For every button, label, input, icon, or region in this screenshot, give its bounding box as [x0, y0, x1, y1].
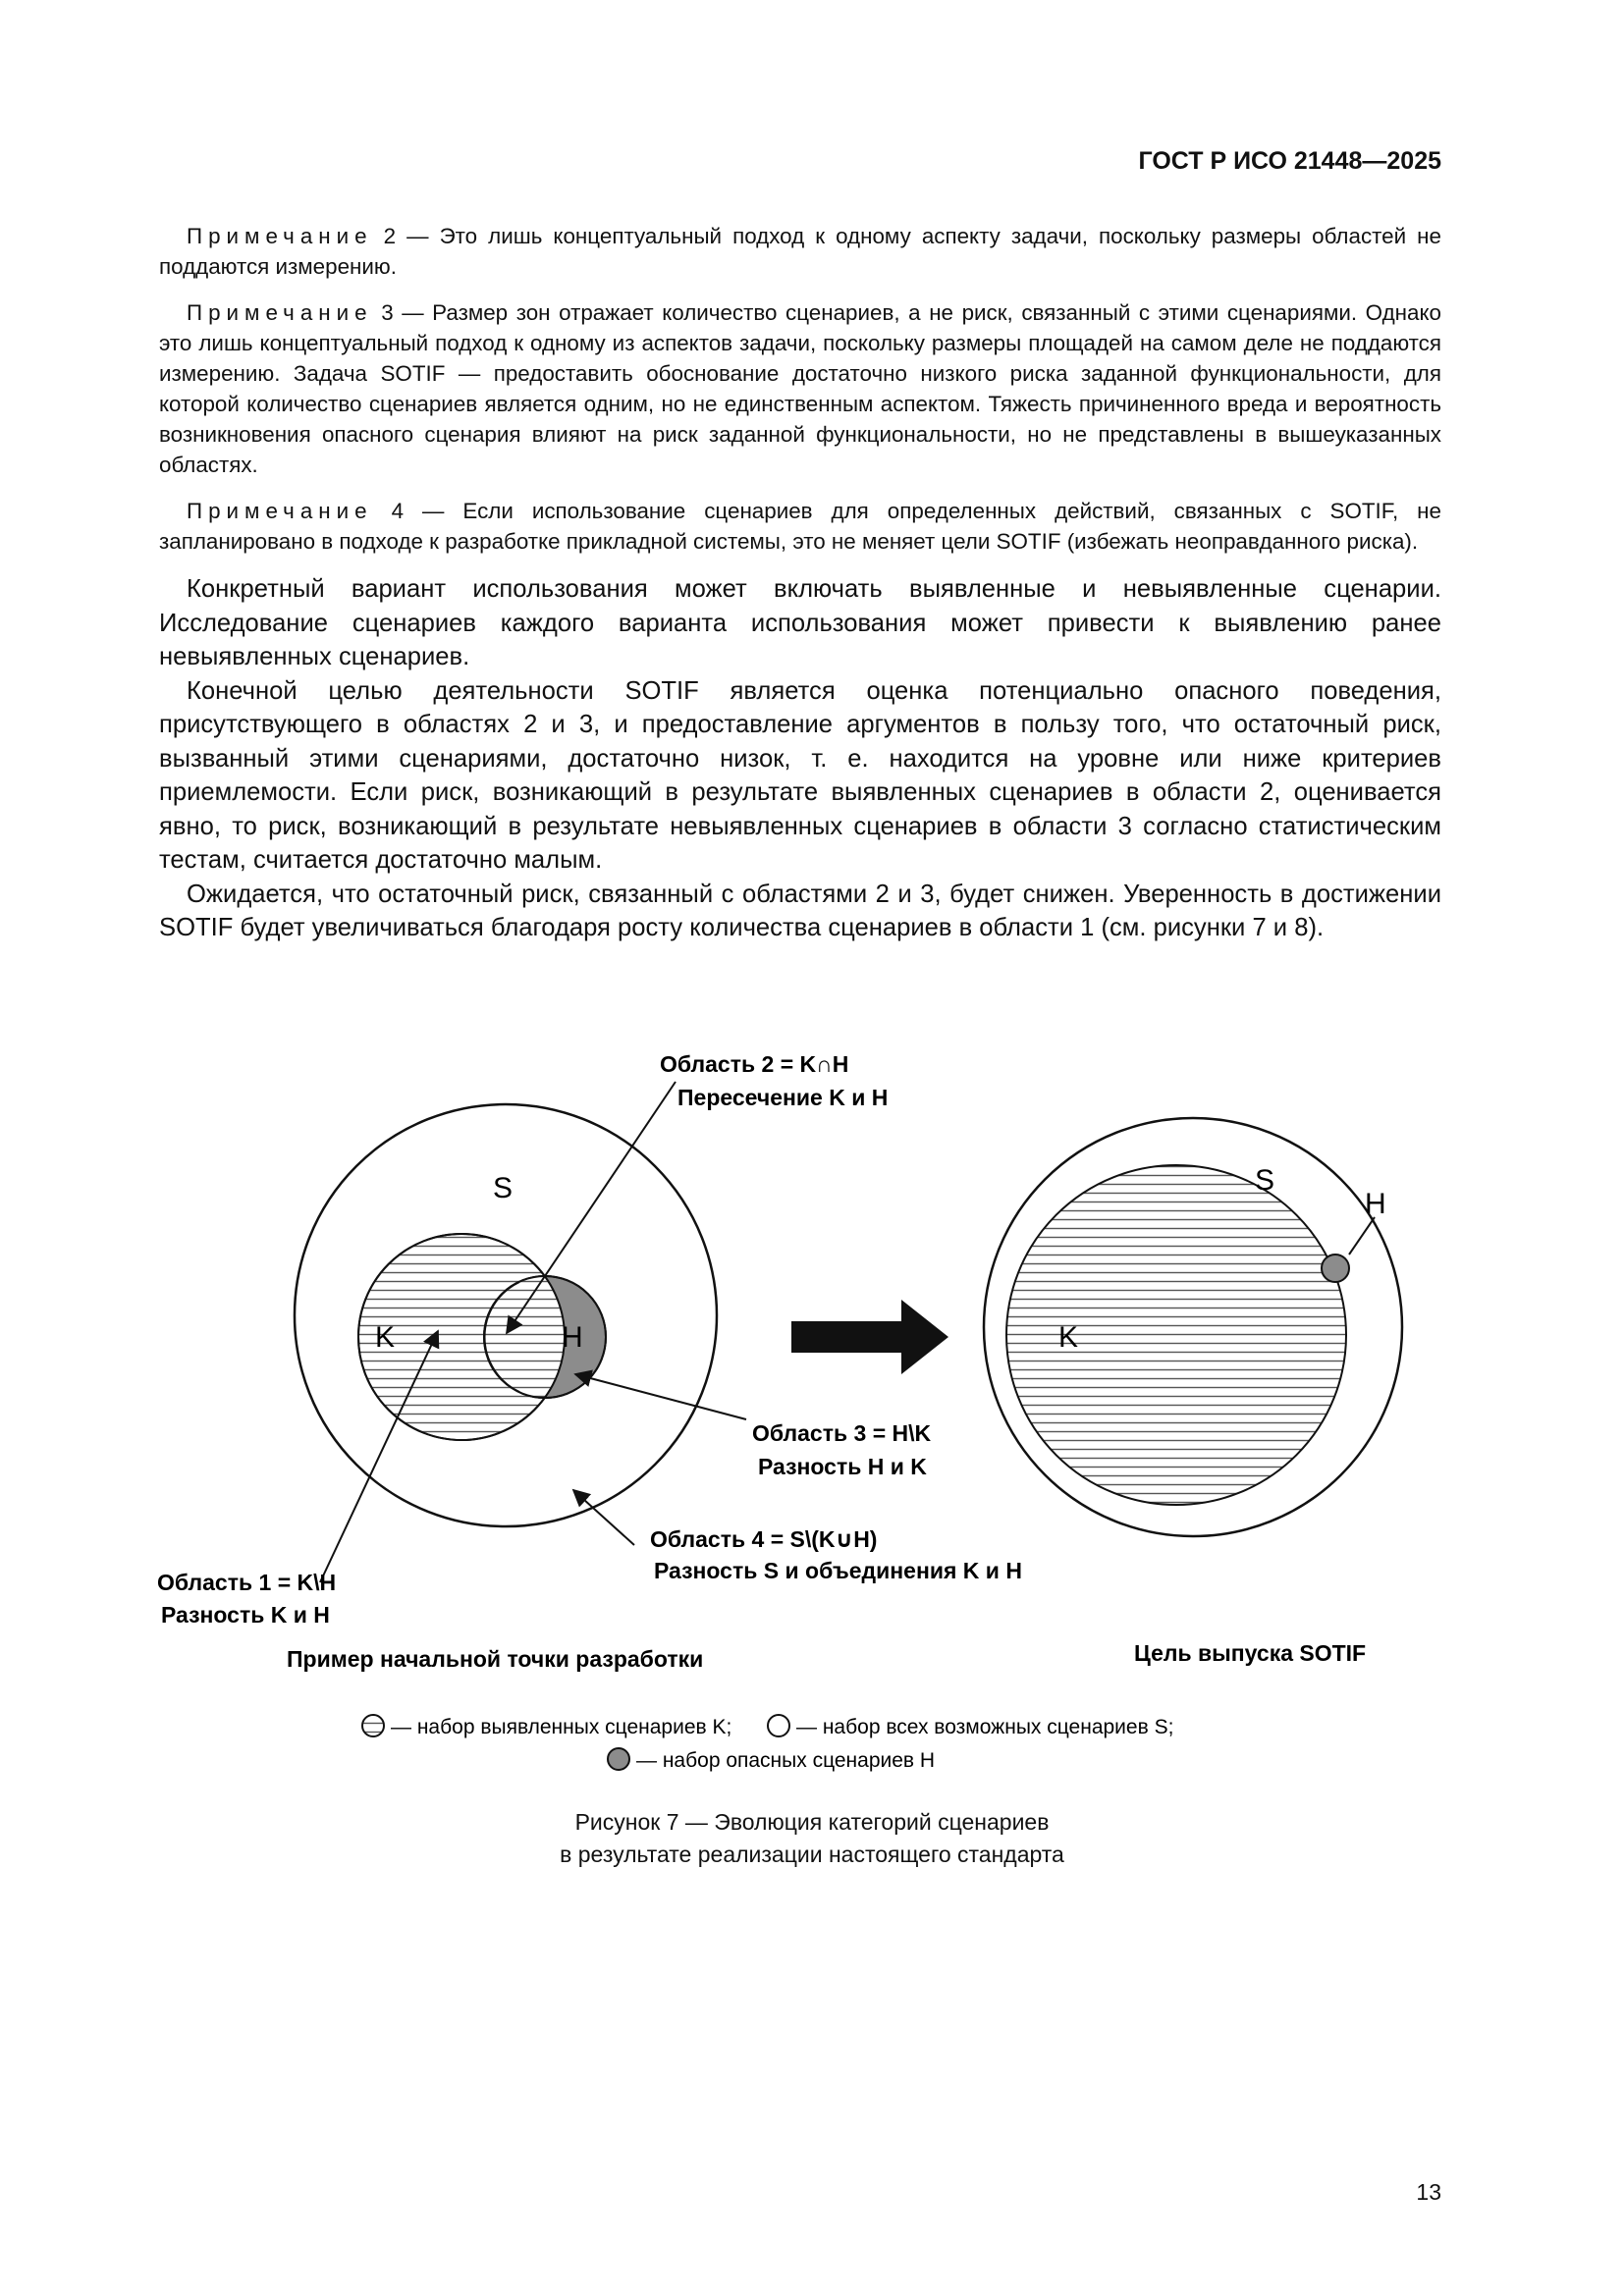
- area2-label: Область 2 = K∩H: [660, 1051, 849, 1077]
- note-number: 2: [383, 224, 397, 248]
- note-label: Примечание: [187, 300, 373, 325]
- legend-k-icon: [362, 1715, 384, 1736]
- legend-h-icon: [608, 1748, 629, 1770]
- set-h-circle-right: [1322, 1255, 1349, 1282]
- note-4: [159, 496, 1441, 557]
- note-number: 3: [381, 300, 394, 325]
- note-text: — Это лишь концептуальный подход к одному аспекту задачи, поскольку размеры областей не поддаются измерению.: [159, 224, 1441, 279]
- note-label: Примечание: [187, 499, 373, 523]
- area2-desc: Пересечение K и H: [677, 1085, 889, 1110]
- label-k-left: K: [375, 1321, 396, 1354]
- note-text: — Размер зон отражает количество сценариев, а не риск, связанный с этими сценариями. Однако это лишь концептуальный подход к одному из аспектов задачи, поскольку размеры площадей на самом деле не поддаются измерению. Задача SOTIF — предоставить обоснование достаточно низкого риска заданной функциональности, для которой количество сценариев является одним, но не единственным аспектом. Тяжесть причиненного вреда и вероятность возникновения опасного сценария влияют на риск заданной функциональности, но не представлены в вышеуказанных областях.: [159, 300, 1441, 477]
- text-body: [159, 221, 1441, 945]
- caption-line-2: в результате реализации настоящего стандарта: [560, 1842, 1064, 1867]
- legend-s-icon: [768, 1715, 789, 1736]
- legend-h-text: — набор опасных сценариев H: [636, 1749, 936, 1772]
- note-label: Примечание: [187, 224, 373, 248]
- page-number: 13: [1416, 2179, 1441, 2205]
- area1-label: Область 1 = K\H: [157, 1570, 337, 1595]
- paragraph-2: Конечной целью деятельности SOTIF является оценка потенциально опасного поведения, присутствующего в областях 2 и 3, и предоставление аргументов в пользу того, что остаточный риск, вызванный этими сценариями, достаточно низок, т. е. находится на уровне или ниже критериев приемлемости. Если риск, возникающий в результате выявленных сценариев в области 2, оценивается явно, то риск, возникающий в результате невыявленных сценариев в области 3 согласно статистическим тестам, считается достаточно малым.: [159, 676, 1441, 874]
- area1-desc: Разность K и H: [161, 1602, 330, 1628]
- paragraph-1: Конкретный вариант использования может включать выявленные и невыявленные сценарии. Исследование сценариев каждого варианта использования может привести к выявлению ранее невыявленных сценариев.: [159, 575, 1441, 670]
- area3-desc: Разность H и K: [758, 1454, 927, 1479]
- label-k-right: K: [1058, 1321, 1079, 1354]
- document-header: ГОСТ Р ИСО 21448—2025: [1138, 147, 1441, 175]
- label-s-left: S: [493, 1172, 514, 1204]
- label-h-right: H: [1365, 1188, 1386, 1220]
- transition-arrow: [791, 1300, 948, 1374]
- caption-line-1: Рисунок 7 — Эволюция категорий сценариев: [574, 1809, 1050, 1835]
- paragraph-3: Ожидается, что остаточный риск, связанный с областями 2 и 3, будет снижен. Уверенность в достижении SOTIF будет увеличиваться благодаря росту количества сценариев в области 1 (см. рисунки 7 и 8).: [159, 880, 1441, 941]
- legend: [362, 1715, 1173, 1772]
- figure-caption: [0, 1806, 1624, 1871]
- note-2: [159, 221, 1441, 282]
- legend-k-text: — набор выявленных сценариев K;: [391, 1716, 732, 1738]
- area4-desc: Разность S и объединения K и H: [654, 1558, 1022, 1583]
- right-diagram-title: Цель выпуска SOTIF: [1134, 1640, 1367, 1666]
- label-s-right: S: [1255, 1164, 1275, 1197]
- left-diagram-title: Пример начальной точки разработки: [287, 1646, 704, 1672]
- legend-s-text: — набор всех возможных сценариев S;: [796, 1716, 1174, 1738]
- area4-label: Область 4 = S\(K∪H): [650, 1526, 878, 1552]
- label-h-left: H: [562, 1321, 583, 1354]
- figure-7: [0, 1021, 1624, 1904]
- note-text: — Если использование сценариев для определенных действий, связанных с SOTIF, не запланировано в подходе к разработке прикладной системы, это не меняет цели SOTIF (избежать неоправданного риска).: [159, 499, 1441, 554]
- note-number: 4: [391, 499, 405, 523]
- area3-label: Область 3 = H\K: [752, 1420, 932, 1446]
- figure-7-diagram: [0, 1021, 1624, 1806]
- note-3: [159, 297, 1441, 480]
- set-k-circle-right: [1006, 1165, 1346, 1505]
